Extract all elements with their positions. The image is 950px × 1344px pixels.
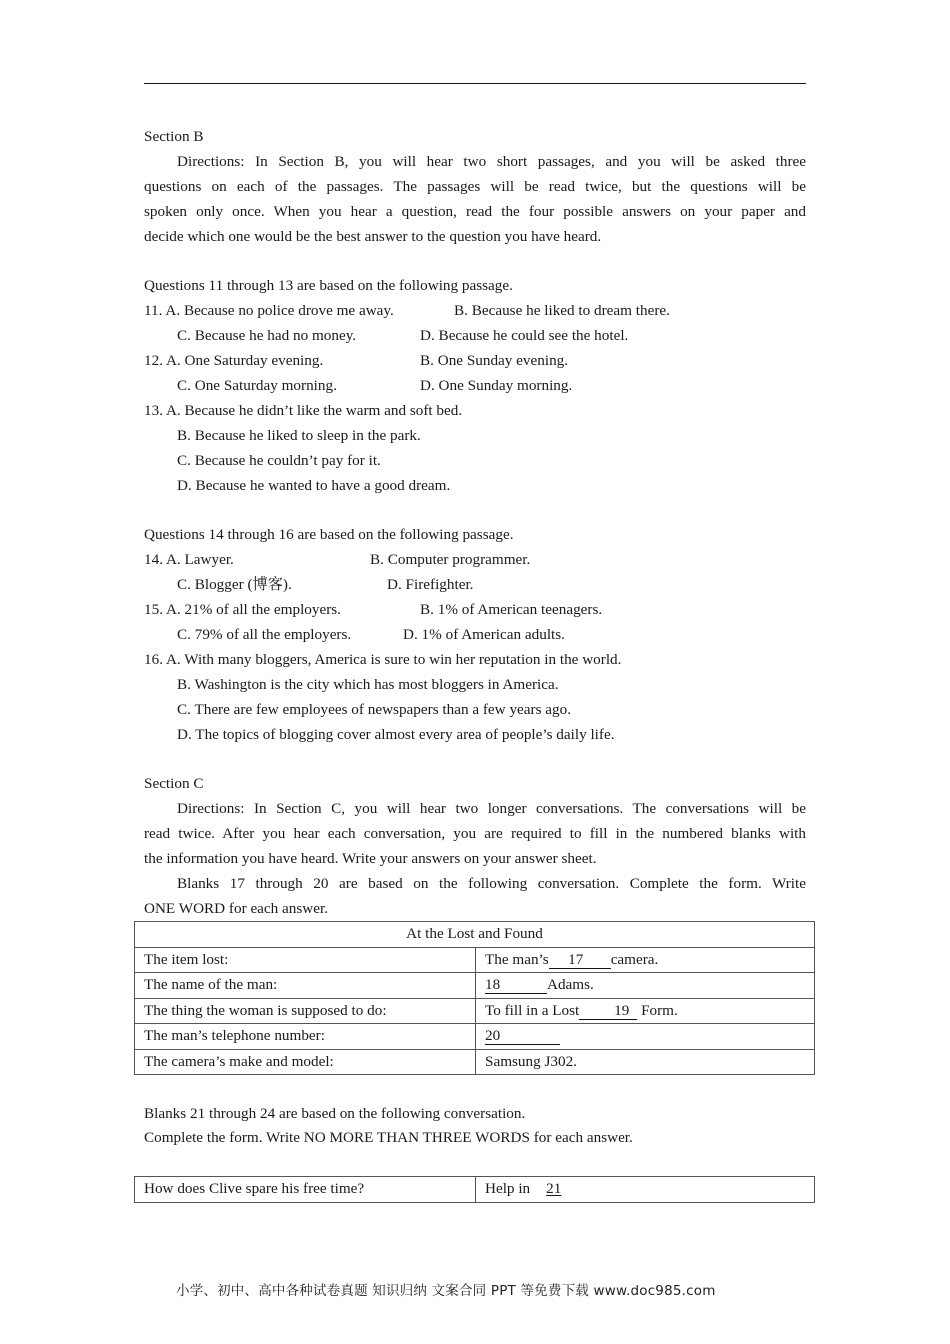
row-label: The item lost: xyxy=(135,947,476,973)
value-suffix: Adams. xyxy=(547,976,594,994)
q16-option-d: D. The topics of blogging cover almost every area of people’s daily life. xyxy=(177,726,615,743)
q12-option-c: C. One Saturday morning. xyxy=(177,377,337,394)
q14-option-c: C. Blogger (博客). xyxy=(177,576,292,593)
row-value xyxy=(476,973,815,999)
blank-number: 18 xyxy=(485,976,501,994)
blanks-21-24-intro-line-2: Complete the form. Write NO MORE THAN THREE WORDS for each answer. xyxy=(144,1129,633,1146)
table-title: At the Lost and Found xyxy=(135,922,815,948)
q16-option-b: B. Washington is the city which has most bloggers in America. xyxy=(177,676,559,693)
q11-option-b: B. Because he liked to dream there. xyxy=(454,302,670,319)
q14-option-a: 14. A. Lawyer. xyxy=(144,551,234,568)
blank-number: 17 xyxy=(568,950,584,968)
blank-number: 20 xyxy=(485,1027,501,1045)
row-label: The name of the man: xyxy=(135,973,476,999)
q15-option-a: 15. A. 21% of all the employers. xyxy=(144,601,341,618)
value-prefix: Help in xyxy=(485,1180,531,1198)
passage-2-intro: Questions 14 through 16 are based on the following passage. xyxy=(144,526,514,543)
answer-blank-21[interactable]: 21 xyxy=(546,1180,562,1198)
row-value xyxy=(476,998,815,1024)
q14-option-d: D. Firefighter. xyxy=(387,576,474,593)
table-row xyxy=(135,1024,815,1050)
q13-option-a: 13. A. Because he didn’t like the warm and soft bed. xyxy=(144,402,463,419)
answer-blank-20[interactable] xyxy=(485,1028,560,1045)
section-c-title: Section C xyxy=(144,775,204,792)
answer-blank-17[interactable] xyxy=(549,952,611,969)
table-row xyxy=(135,1049,815,1075)
q11-option-c: C. Because he had no money. xyxy=(177,327,357,344)
section-b-title: Section B xyxy=(144,128,204,145)
row-label: The thing the woman is supposed to do: xyxy=(135,998,476,1024)
clive-table xyxy=(134,1176,815,1203)
q11-option-a: 11. A. Because no police drove me away. xyxy=(144,302,394,319)
blanks-21-24-intro-line-1: Blanks 21 through 24 are based on the following conversation. xyxy=(144,1105,526,1122)
q16-option-a: 16. A. With many bloggers, America is sure to win her reputation in the world. xyxy=(144,651,622,668)
value-prefix: The man’s xyxy=(485,950,549,968)
section-b-directions-line-1: Directions: In Section B, you will hear two short passages, and you will be asked three xyxy=(177,153,806,170)
q12-option-d: D. One Sunday morning. xyxy=(420,377,573,394)
q15-option-c: C. 79% of all the employers. xyxy=(177,626,352,643)
lost-and-found-table xyxy=(134,921,815,1075)
table-row xyxy=(135,973,815,999)
q15-option-b: B. 1% of American teenagers. xyxy=(420,601,603,618)
row-label: How does Clive spare his free time? xyxy=(135,1177,476,1203)
passage-1-intro: Questions 11 through 13 are based on the following passage. xyxy=(144,277,513,294)
row-value xyxy=(476,1024,815,1050)
row-label: The man’s telephone number: xyxy=(135,1024,476,1050)
section-b-directions-line-2: questions on each of the passages. The passages will be read twice, but the questions will be xyxy=(144,178,806,195)
value-suffix: Form. xyxy=(637,1001,678,1019)
q13-option-d: D. Because he wanted to have a good dream. xyxy=(177,477,451,494)
q13-option-b: B. Because he liked to sleep in the park. xyxy=(177,427,421,444)
q15-option-d: D. 1% of American adults. xyxy=(403,626,565,643)
section-b-directions-line-3: spoken only once. When you hear a question, read the four possible answers on your paper and xyxy=(144,203,806,220)
q12-option-b: B. One Sunday evening. xyxy=(420,352,569,369)
answer-blank-19[interactable] xyxy=(579,1003,637,1020)
section-c-directions-line-2: read twice. After you hear each conversation, you are required to fill in the numbered blanks with xyxy=(144,825,806,842)
q13-option-c: C. Because he couldn’t pay for it. xyxy=(177,452,381,469)
row-value: Samsung J302. xyxy=(476,1049,815,1075)
table-header-row xyxy=(135,922,815,948)
row-label: The camera’s make and model: xyxy=(135,1049,476,1075)
q11-option-d: D. Because he could see the hotel. xyxy=(420,327,629,344)
blanks-17-20-intro-line-1: Blanks 17 through 20 are based on the following conversation. Complete the form. Write xyxy=(177,875,806,892)
row-value xyxy=(476,1177,815,1203)
value-suffix: camera. xyxy=(610,950,659,968)
blanks-17-20-intro-line-2: ONE WORD for each answer. xyxy=(144,900,329,917)
table-row xyxy=(135,947,815,973)
section-c-directions-line-3: the information you have heard. Write your answers on your answer sheet. xyxy=(144,850,597,867)
section-c-directions-line-1: Directions: In Section C, you will hear two longer conversations. The conversations will be xyxy=(177,800,806,817)
value-prefix: To fill in a Lost xyxy=(485,1001,580,1019)
table-row xyxy=(135,998,815,1024)
q16-option-c: C. There are few employees of newspapers than a few years ago. xyxy=(177,701,572,718)
footer-watermark: 小学、初中、高中各种试卷真题 知识归纳 文案合同 PPT 等免费下载 www.doc985.com xyxy=(176,1283,716,1299)
q12-option-a: 12. A. One Saturday evening. xyxy=(144,352,324,369)
blank-number: 19 xyxy=(614,1001,630,1019)
section-b-directions-line-4: decide which one would be the best answer to the question you have heard. xyxy=(144,228,602,245)
q14-option-b: B. Computer programmer. xyxy=(370,551,531,568)
header-rule xyxy=(144,83,806,84)
row-value xyxy=(476,947,815,973)
answer-blank-18[interactable] xyxy=(485,977,547,994)
table-row xyxy=(135,1177,815,1203)
